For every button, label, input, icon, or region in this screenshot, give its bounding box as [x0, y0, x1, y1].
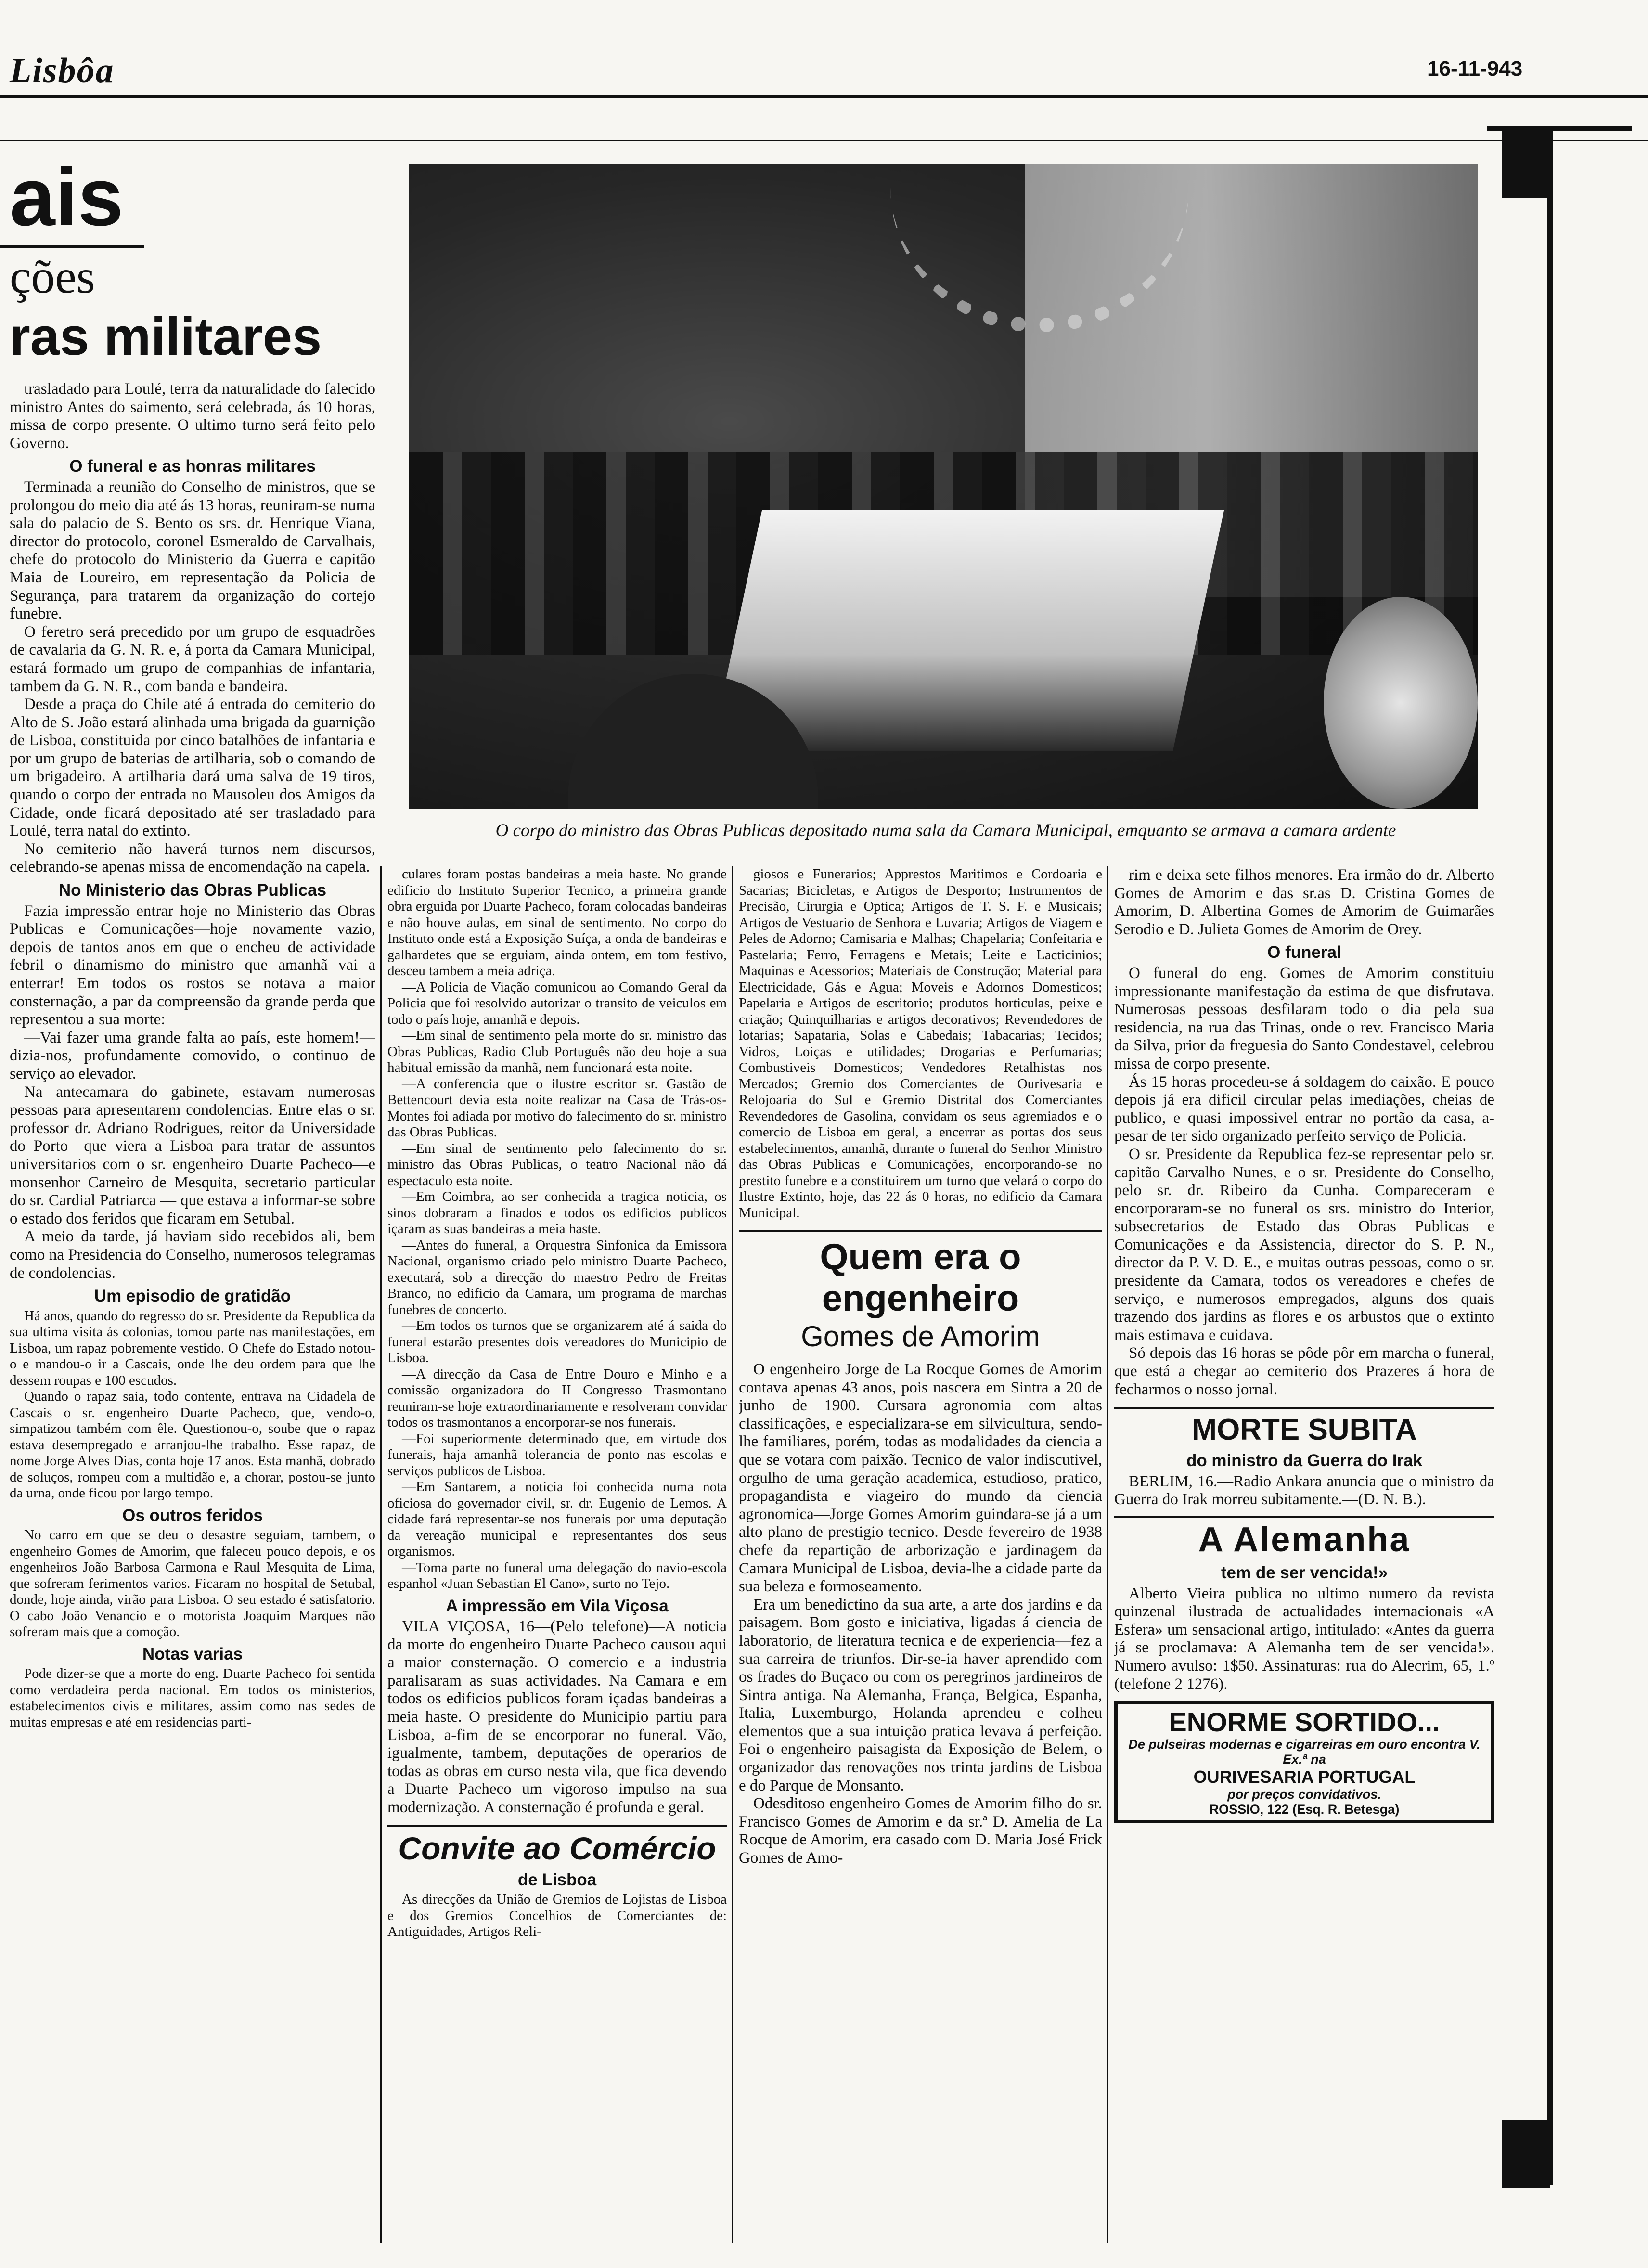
col1-paragraph: O feretro será precedido por um grupo de esquadrões de cavalaria da G. N. R. e, á porta da Camara Municipal, estará formado um grupo de companhias de infantaria, tambem da G. N. R., com banda e bandeira.	[10, 623, 375, 695]
col1-paragraph: Na antecamara do gabinete, estavam numerosas pessoas para apresentarem condolencias. Entre elas o sr. professor dr. Adriano Rodrigues, reitor da Universidade do Porto—que viera a Lisboa para tratar de assuntos universitarios com o sr. engenheiro Duarte Pacheco—e monsenhor Carneiro de Mesquita, secretario particular do sr. Cardial Patriarca — que estava a informar-se sobre o estado dos feridos que ficaram em Setubal.	[10, 1083, 375, 1227]
col1-paragraph: Fazia impressão entrar hoje no Ministerio das Obras Publicas e Comunicações—hoje novamente vazio, depois de tantos anos em que o encheu de actividade febril o dinamismo do ministro que amanhã vai a enterrar! Em todos os rostos se notava a maior consternação, a par da compreensão da grande perda que representou a sua morte:	[10, 902, 375, 1029]
col2-paragraph: culares foram postas bandeiras a meia haste. No grande edificio do Instituto Superior Tecnico, a primeira grande obra erguida por Duarte Pacheco, foram colocadas bandeiras e não houve aulas, em sinal de sentimento. No corpo do Instituto onde está a Exposição Suíça, a onda de bandeiras e galhardetes que se erguiam, ainda ontem, em tom festivo, desceu tambem a meia adriça.	[387, 866, 727, 979]
morte-subita-subhead: do ministro da Guerra do Irak	[1186, 1451, 1423, 1470]
edge-block-top	[1502, 126, 1550, 198]
col2-paragraph: —Toma parte no funeral uma delegação do navio-escola espanhol «Juan Sebastian El Cano», surto no Tejo.	[387, 1559, 727, 1591]
col4-paragraph: O sr. Presidente da Republica fez-se representar pelo sr. capitão Carvalho Nunes, e o sr. Presidente do Conselho, pelo sr. dr. Ribeiro da Cunha. Compareceram e encorporaram-se no funeral os srs. ministro do Interior, subsecretarios de Estado das Obras Publicas e Comunicações e da Assistencia, director do S. P. N., director da P. V. D. E., e muitas outras pessoas, como o sr. presidente da Camara, todos os vereadores e chefes de serviço, e numerosos empregados, alguns dos quais trazendo dos jardins as flores e os arbustos que o extinto mais estimava e cuidava.	[1114, 1145, 1494, 1344]
quem-era-subhead: Gomes de Amorim	[801, 1320, 1040, 1353]
ad-title: ENORME SORTIDO...	[1169, 1707, 1440, 1738]
col-divider-2	[732, 866, 733, 2243]
col-divider-1	[380, 866, 382, 2243]
col3-paragraph: Era um benedictino da sua arte, a arte dos jardins e da paisagem. Bom gosto e iniciativa, ligadas á ciencia de laboratorio, de literatura tecnica e de experiencia—fez a sua carreira de triunfos. Dir-se-ia haver aprendido com os frades do Buçaco ou com os peregrinos jardineiros de Sintra antiga. Na Alemanha, França, Belgica, Espanha, Italia, Luxemburgo, Holanda—aprendeu e colheu elementos que a sua intuição pratica levava á perfeição. Foi o engenheiro paisagista da Exposição de Belem, o organizador das renovações nos trinta jardins de Lisboa e do Parque de Monsanto.	[739, 1596, 1102, 1794]
ad-line: por preços convidativos.	[1227, 1787, 1381, 1802]
col1-intro: trasladado para Loulé, terra da naturalidade do falecido ministro Antes do saimento, será celebrada, ás 10 horas, missa de corpo presente. O ultimo turno será feito pelo Governo.	[10, 380, 375, 452]
col2-paragraph: —Em Coimbra, ao ser conhecida a tragica noticia, os sinos dobraram a finados e todos os edificios publicos içaram as suas bandeiras a meia haste.	[387, 1189, 727, 1237]
col3-paragraph: Odesditoso engenheiro Gomes de Amorim filho do sr. Francisco Gomes de Amorim e da sr.ª D. Amelia de La Rocque de Amorim, era casado com D. Maria José Frick Gomes de Amo-	[739, 1795, 1102, 1867]
alemanha-subhead: tem de ser vencida!»	[1221, 1563, 1388, 1582]
col1-paragraph: —Vai fazer uma grande falta ao país, este homem!—dizia-nos, profundamente comovido, o continuo de serviço ao elevador.	[10, 1029, 375, 1082]
col1-paragraph: Desde a praça do Chile até á entrada do cemiterio do Alto de S. João estará alinhada uma brigada da guarnição de Lisboa, constituida por cinco batalhões de infantaria e por um grupo de baterias de artilharia, sob o comando de um brigadeiro. A artilharia dará uma salva de 19 tiros, quando o corpo der entrada no Mausoleu dos Amigos da Cidade, onde ficará depositado até ser trasladado para Loulé, terra natal do extinto.	[10, 696, 375, 840]
morte-subita-headline: MORTE SUBITA	[1192, 1413, 1417, 1447]
col1-paragraph: Terminada a reunião do Conselho de ministros, que se prolongou do meio dia até ás 13 horas, reuniram-se numa sala do palacio de S. Bento os srs. dr. Henrique Viana, director do protocolo, coronel Esmeraldo de Carvalhais, chefe do protocolo do Ministerio da Guerra e capitão Maia de Loureiro, em representação da Policia de Segurança, para tratarem da organização do cortejo funebre.	[10, 478, 375, 623]
col1-paragraph: No cemiterio não haverá turnos nem discursos, celebrando-se apenas missa de encomendação na capela.	[10, 840, 375, 876]
col3-paragraph: O engenheiro Jorge de La Rocque Gomes de Amorim contava apenas 43 anos, pois nascera em Sintra a 20 de junho de 1900. Cursara agronomia com altas classificações, e especializara-se em silvicultura, sendo-lhe familiares, porém, todas as modalidades da ciencia a que se votara com paixão. Tecnico de valor indiscutivel, orgulho de uma geração academica, estudioso, pratico, propagandista e viageiro do mundo da ciencia agronomica—Jorge Gomes Amorim guindara-se já a um alto plano de prestigio tecnico. Desde fevereiro de 1938 chefe da repartição de arborização e jardinagem da Camara Municipal de Lisboa, devia-lhe a cidade parte da sua beleza e formoseamento.	[739, 1361, 1102, 1596]
col4-paragraph: Só depois das 16 horas se pôde pôr em marcha o funeral, que está a chegar ao cemiterio dos Prazeres á hora de fecharmos o nosso jornal.	[1114, 1344, 1494, 1398]
headline-line3: ras militares	[10, 307, 322, 366]
ourivesaria-ad	[1114, 1701, 1494, 1823]
masthead-title: Lisbôa	[10, 51, 115, 90]
col1-paragraph: A meio da tarde, já haviam sido recebidos ali, bem como na Presidencia do Conselho, numerosos telegramas de condolencias.	[10, 1228, 375, 1282]
column-4	[1114, 866, 1494, 2243]
ad-shop-name: OURIVESARIA PORTUGAL	[1193, 1767, 1416, 1787]
col2-paragraph: —Em Santarem, a noticia foi conhecida numa nota oficiosa do governador civil, sr. dr. Eugenio de Lemos. A cidade fará representar-se nos funerais por uma deputação da vereação municipal e representantes dos seus organismos.	[387, 1479, 727, 1559]
col1-subhead-notas: Notas varias	[142, 1644, 243, 1663]
ad-line: De pulseiras modernas e cigarreiras em ouro encontra V. Ex.ª na	[1128, 1737, 1481, 1767]
headline-rule	[0, 245, 144, 248]
col4-paragraph: Alberto Vieira publica no ultimo numero da revista quinzenal ilustrada de actualidades internacionais «A Esfera» um sensacional artigo, intitulado: «Antes da guerra já se proclamava: A Alemanha tem de ser vencida!». Numero avulso: 1$50. Assinaturas: rua do Alecrim, 65, 1.º (telefone 2 1276).	[1114, 1585, 1494, 1693]
edge-block-bottom	[1502, 2120, 1550, 2188]
masthead-date: 16-11-943	[1427, 57, 1523, 80]
alemanha-headline: A Alemanha	[1198, 1521, 1411, 1559]
convite-subhead: de Lisboa	[517, 1870, 597, 1889]
col-divider-3	[1107, 866, 1108, 2243]
col4-paragraph: O funeral do eng. Gomes de Amorim constituiu impressionante manifestação da estima de que disfrutava. Numerosas pessoas desfilaram todo o dia pela sua residencia, na rua das Trinas, onde o rev. Francisco Maria da Silva, prior da freguesia do Santo Condestavel, celebrou missa de corpo presente.	[1114, 964, 1494, 1072]
col2-paragraph: —A Policia de Viação comunicou ao Comando Geral da Policia que foi resolvido autorizar o transito de veiculos em todo o país hoje, amanhã e depois.	[387, 979, 727, 1027]
col4-paragraph: BERLIM, 16.—Radio Ankara anuncia que o ministro da Guerra do Irak morreu subitamente.—(D. N. B.).	[1114, 1472, 1494, 1508]
col2-paragraph: —Em sinal de sentimento pelo falecimento do sr. ministro das Obras Publicas, o teatro Nacional não dá espectaculo esta noite.	[387, 1140, 727, 1188]
col4-paragraph: Ás 15 horas procedeu-se á soldagem do caixão. E pouco depois já era dificil circular pelas imediações, cheias de publico, e quasi impossivel entrar no portão da casa, a-pesar de ter sido organizado perfeito serviço de Policia.	[1114, 1073, 1494, 1145]
col1-subhead-ministerio: No Ministerio das Obras Publicas	[58, 881, 327, 900]
col2-paragraph: —Antes do funeral, a Orquestra Sinfonica da Emissora Nacional, organismo criado pelo ministro Duarte Pacheco, executará, sob a direcção do maestro Pedro de Freitas Branco, no edificio da Camara, um programa de marchas funebres de concerto.	[387, 1237, 727, 1317]
col4-paragraph: rim e deixa sete filhos menores. Era irmão do dr. Alberto Gomes de Amorim e das sr.as D. Cristina Gomes de Amorim, D. Albertina Gomes de Amorim de Guimarães Serodio e D. Julieta Gomes de Amorim de Orey.	[1114, 866, 1494, 938]
col1-subhead-funeral: O funeral e as honras militares	[69, 457, 316, 476]
col2-paragraph: As direcções da União de Gremios de Lojistas de Lisboa e dos Gremios Concelhios de Comerciantes de: Antiguidades, Artigos Reli-	[387, 1892, 727, 1940]
col2-paragraph: —Foi superiormente determinado que, em virtude dos funerais, haja amanhã tolerancia de ponto nas escolas e serviços publicos de Lisboa.	[387, 1430, 727, 1479]
col1-paragraph: No carro em que se deu o desastre seguiam, tambem, o engenheiro Gomes de Amorim, que faleceu pouco depois, e os engenheiros João Barbosa Carmona e Raul Mesquita de Lima, que sofreram ferimentos varios. Ficaram no hospital de Setubal, donde, hoje ainda, virão para Lisboa. O seu estado é satisfatorio. O cabo João Venancio e o motorista Joaquim Marques não sofreram mais que a comoção.	[10, 1527, 375, 1640]
edge-line	[1547, 130, 1553, 2185]
headline-line1: ais	[10, 152, 124, 243]
col2-paragraph: —A conferencia que o ilustre escritor sr. Gastão de Bettencourt devia esta noite realizar na Casa de Trás-os-Montes foi adiada por motivo do falecimento do sr. ministro das Obras Publicas.	[387, 1076, 727, 1140]
top-rule	[0, 95, 1648, 98]
col1-subhead-feridos: Os outros feridos	[122, 1506, 263, 1525]
photo-caption: O corpo do ministro das Obras Publicas depositado numa sala da Camara Municipal, emquanto se armava a camara ardente	[495, 821, 1396, 840]
col4-subhead-funeral: O funeral	[1267, 943, 1341, 962]
column-1	[10, 380, 375, 2248]
top-rule-thin	[0, 140, 1648, 141]
col3-paragraph: giosos e Funerarios; Apprestos Maritimos e Cordoaria e Sacarias; Bicicletas, e Artigos de Desporto; Instrumentos de Precisão, Cirurgia e Optica; Artigos de T. S. F. e Musicais; Artigos de Vestuario de Senhora e Luvaria; Artigos de Viagem e Peles de Adorno; Camisaria e Malhas; Chapelaria; Confeitaria e Pastelaria; Ferro, Ferragens e Metais; Leite e Lacticinios; Maquinas e Acessorios; Materiais de Construção; Material para Electricidade, Gás e Agua; Moveis e Adornos Domesticos; Papelaria e Artigos de escritorio; produtos horticulas, peixe e criação; Quinquilharias e artigos decorativos; Revendedores de lotarias; Sapataria, Solas e Cabedais; Tabacarias; Tecidos; Vidros, Loiças e utilidades; Drogarias e Perfumarias; Combustiveis Domesticos; Vendedores Retalhistas nos Mercados; Gremio dos Comerciantes de Ourivesaria e Relojoaria do Sul e Gremio Distrital dos Comerciantes Revendedores de Gasolina, convidam os seus agremiados e o comercio de Lisboa em geral, a encerrar as portas dos seus estabelecimentos, amanhã, durante o funeral do Senhor Ministro das Obras Publicas e Comunicações, encorporando-se no prestito funebre e a constituirem um turno que velará o corpo do Ilustre Extinto, hoje, das 22 ás 0 horas, no edificio da Camara Municipal.	[739, 866, 1102, 1221]
col2-paragraph: VILA VIÇOSA, 16—(Pelo telefone)—A noticia da morte do engenheiro Duarte Pacheco causou aqui a maior consternação. O comercio e a industria paralisaram as suas actividades. Na Camara e em todos os edificios publicos foram içadas bandeiras a meia haste. O presidente do Municipio partiu para Lisboa, a-fim de se encorporar no funeral. Vão, igualmente, tambem, deputações de operarios de todas as obras em curso nesta vila, que fica devendo a Duarte Pacheco um vigoroso impulso na sua modernização. A consternação é profunda e geral.	[387, 1618, 727, 1817]
col2-paragraph: —A direcção da Casa de Entre Douro e Minho e a comissão organizadora do II Congresso Trasmontano reuniram-se hoje extraordinariamente e resolveram convidar todos os trasmontanos a encorporar-se nos funerais.	[387, 1366, 727, 1430]
col2-paragraph: —Em todos os turnos que se organizarem até á saida do funeral estarão presentes dois vereadores do Municipio de Lisboa.	[387, 1318, 727, 1366]
photo-foreground-head	[1324, 597, 1478, 809]
headline-line2: ções	[10, 250, 95, 303]
col1-paragraph: Pode dizer-se que a morte do eng. Duarte Pacheco foi sentida como verdadeira perda nacional. Em todos os ministerios, estabelecimentos civis e militares, assim como nas sedes de muitas empresas e até em residencias parti-	[10, 1666, 375, 1730]
funeral-photo	[409, 164, 1478, 809]
col1-paragraph: Quando o rapaz saia, todo contente, entrava na Cidadela de Cascais o sr. engenheiro Duarte Pacheco, que, vendo-o, simpatizou também com êle. Questionou-o, soube que o rapaz estava desempregado e arranjou-lhe trabalho. Esse rapaz, de nome Jorge Alves Dias, conta hoje 17 anos. Esta manhã, dobrado de soluços, rompeu com a multidão e, a chorar, postou-se junto da urna, onde ficou por largo tempo.	[10, 1389, 375, 1501]
col1-paragraph: Há anos, quando do regresso do sr. Presidente da Republica da sua ultima visita ás colonias, tomou parte nas manifestações, em Lisboa, um rapaz pobremente vestido. O Chefe do Estado notou-o e mandou-o ir a Cascais, onde lhe deu ordem para que lhe dessem roupas e 100 escudos.	[10, 1308, 375, 1388]
col1-subhead-episodio: Um episodio de gratidão	[94, 1287, 291, 1306]
col2-paragraph: —Em sinal de sentimento pela morte do sr. ministro das Obras Publicas, Radio Club Português não deu hoje a sua habitual emissão da manhã, nem funcionará esta noite.	[387, 1028, 727, 1075]
photo-coffin	[711, 510, 1224, 751]
convite-headline: Convite ao Comércio	[398, 1830, 716, 1866]
ad-address: ROSSIO, 122 (Esq. R. Betesga)	[1209, 1802, 1400, 1817]
quem-era-headline: Quem era o engenheiro	[820, 1237, 1021, 1319]
column-2	[387, 866, 727, 2243]
column-3	[739, 866, 1102, 2243]
col2-subhead-vila-vicosa: A impressão em Vila Viçosa	[446, 1596, 669, 1615]
